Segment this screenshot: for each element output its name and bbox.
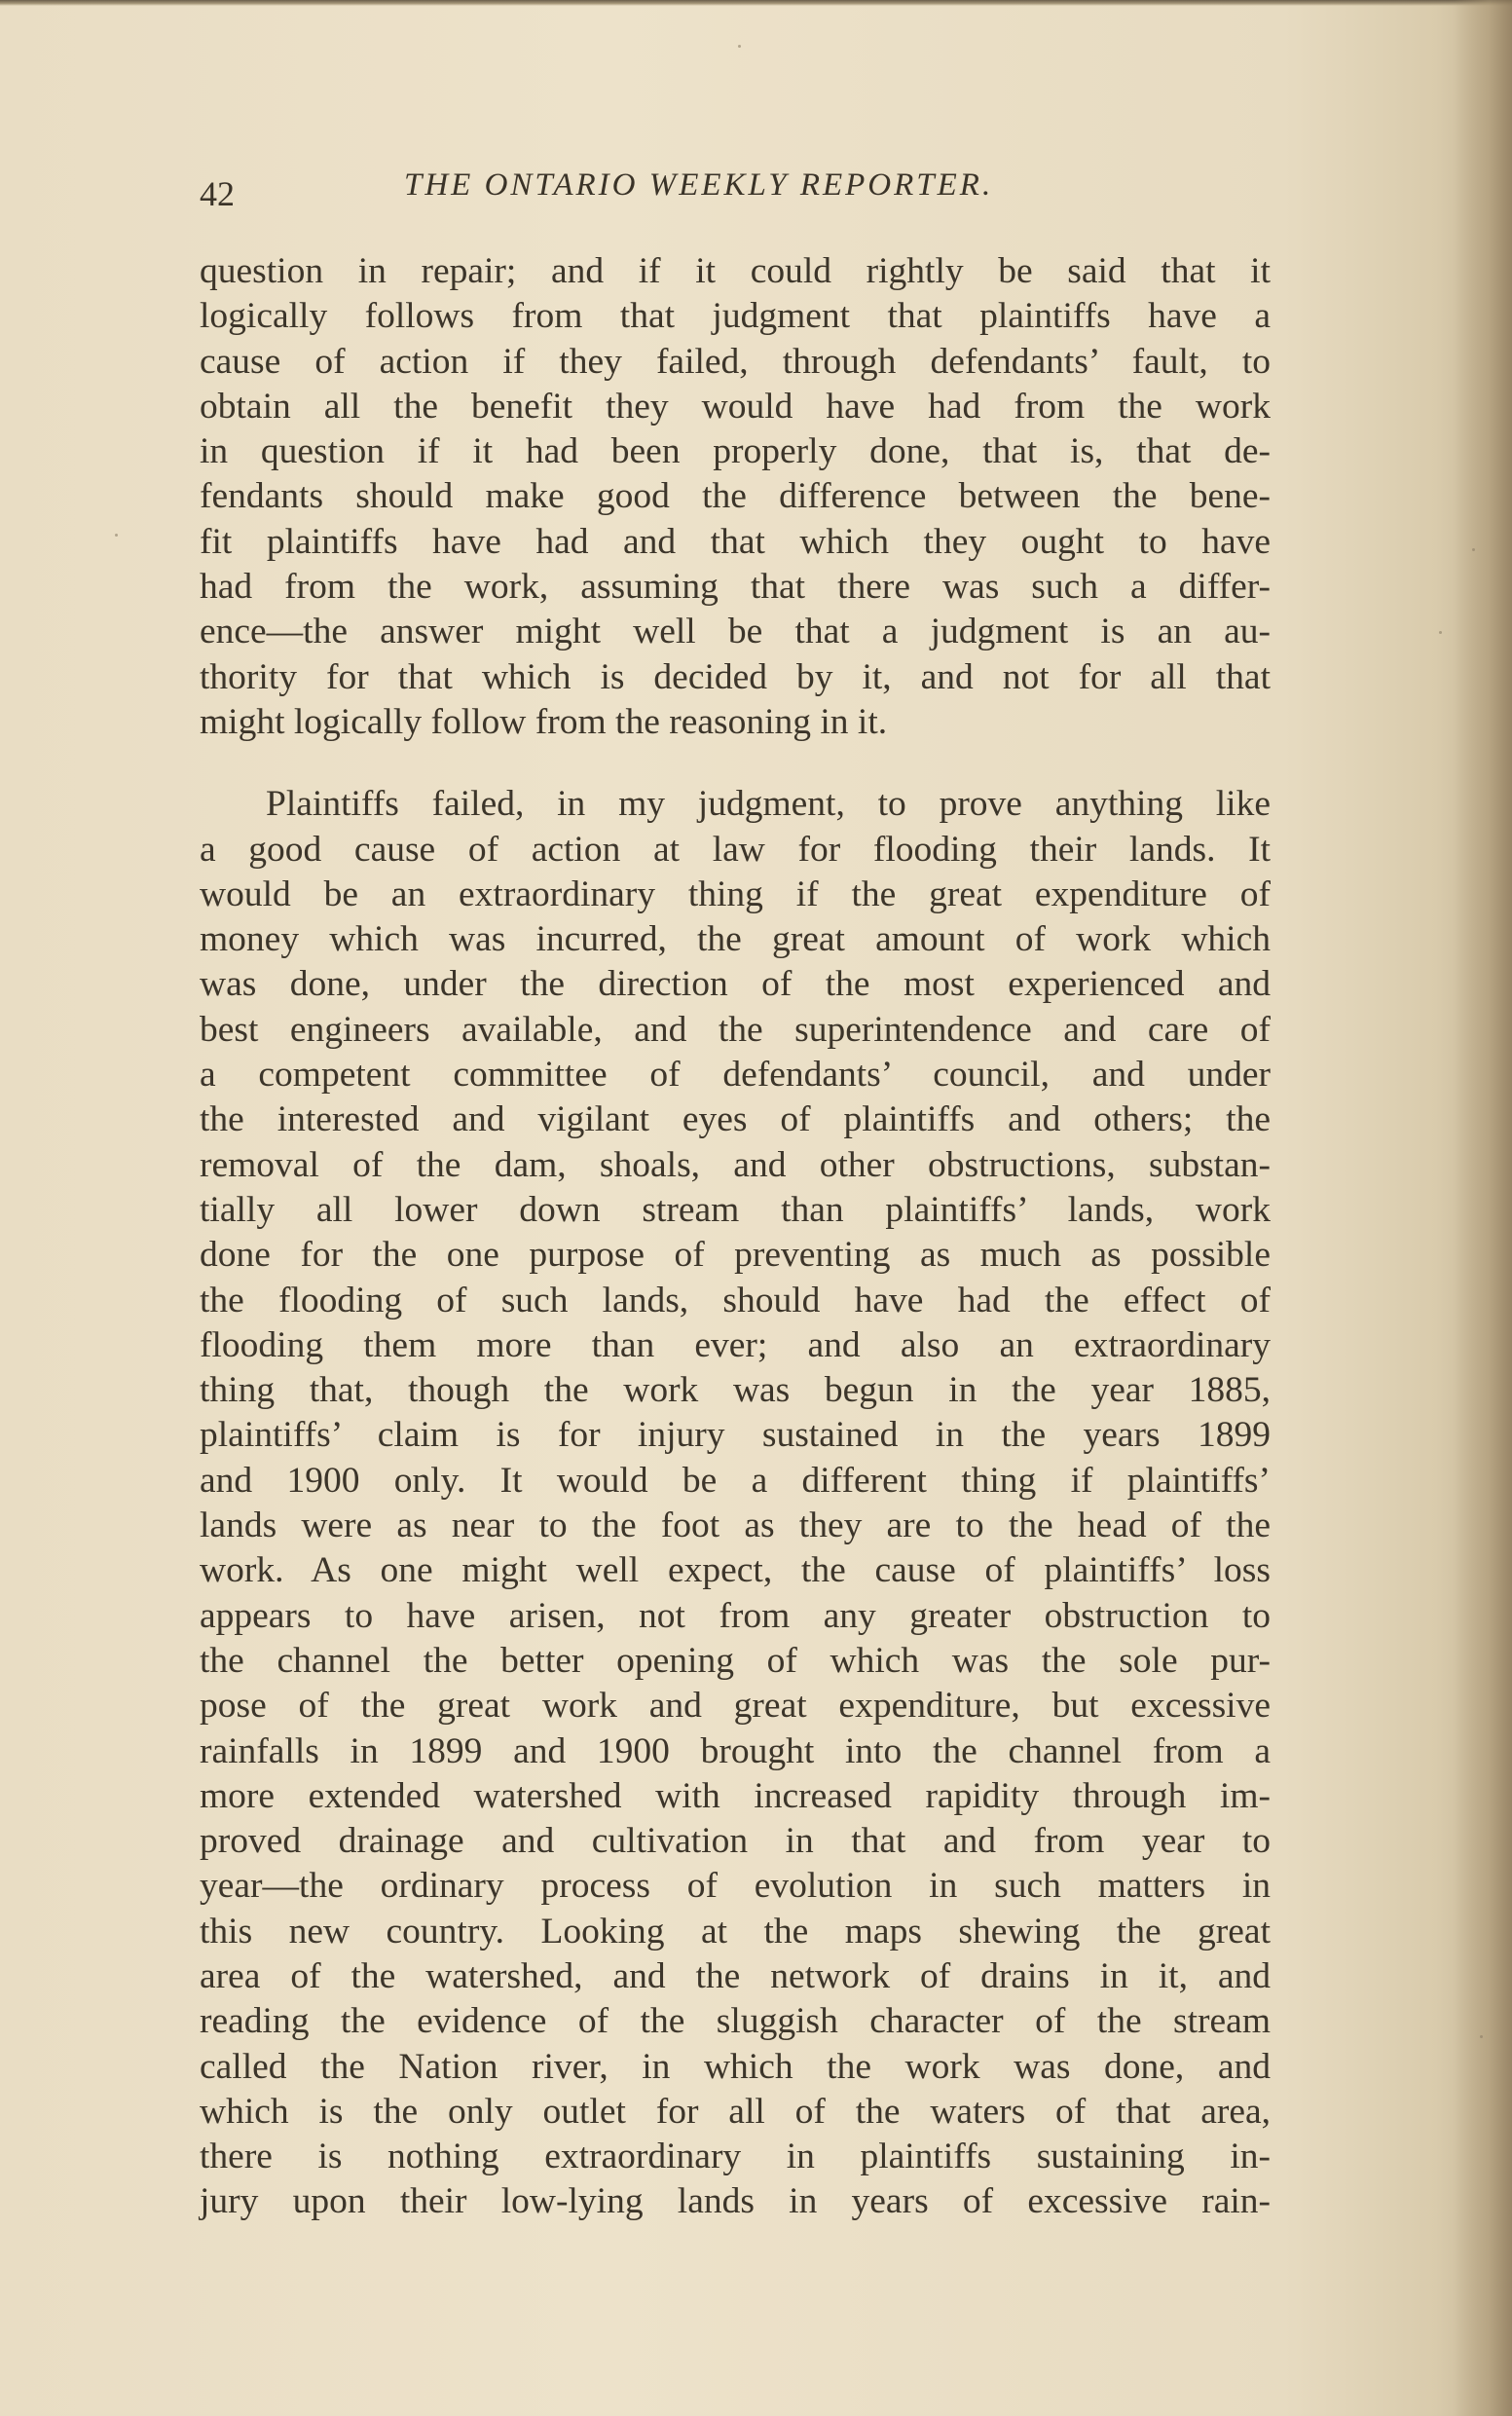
paper-speck (1472, 548, 1475, 551)
page-binding-shadow (1454, 0, 1512, 2416)
text-line: and 1900 only. It would be a different thing if plaintiffs’ (200, 1460, 1271, 1501)
text-line: had from the work, assuming that there was such a differ- (200, 567, 1271, 608)
text-line: done for the one purpose of preventing as much as possible (200, 1235, 1271, 1276)
text-line: the channel the better opening of which was the sole pur- (200, 1640, 1271, 1681)
running-title: THE ONTARIO WEEKLY REPORTER. (404, 167, 994, 203)
text-line: tially all lower down stream than plaintiffs’ lands, work (200, 1189, 1271, 1230)
text-line: thing that, though the work was begun in the year 1885, (200, 1370, 1271, 1411)
text-line: work. As one might well expect, the cause of plaintiffs’ loss (200, 1550, 1271, 1591)
text-line: was done, under the direction of the most experienced and (200, 964, 1271, 1005)
page-top-edge (0, 0, 1512, 6)
paragraph-2 (200, 782, 1271, 2225)
text-line: appears to have arisen, not from any greater obstruction to (200, 1595, 1271, 1636)
text-line: year—the ordinary process of evolution in such matters in (200, 1866, 1271, 1907)
text-line: fit plaintiffs have had and that which they ought to have (200, 521, 1271, 562)
text-line: Plaintiffs failed, in my judgment, to prove anything like (266, 784, 1271, 825)
text-line: more extended watershed with increased rapidity through im- (200, 1775, 1271, 1816)
page-number: 42 (200, 174, 235, 213)
text-line: ence—the answer might well be that a judgment is an au- (200, 612, 1271, 652)
text-line: flooding them more than ever; and also an extraordinary (200, 1324, 1271, 1365)
text-line: might logically follow from the reasoning in it. (200, 701, 888, 742)
paper-speck (738, 45, 741, 48)
text-line: thority for that which is decided by it, and not for all that (200, 656, 1271, 697)
paper-speck (1480, 2035, 1483, 2038)
text-line: cause of action if they failed, through defendants’ fault, to (200, 341, 1271, 382)
text-line: plaintiffs’ claim is for injury sustained in the years 1899 (200, 1415, 1271, 1456)
text-line: area of the watershed, and the network of drains in it, and (200, 1955, 1271, 1996)
text-line: logically follows from that judgment that plaintiffs have a (200, 296, 1271, 337)
text-line: this new country. Looking at the maps shewing the great (200, 1911, 1271, 1951)
text-line: the flooding of such lands, should have had the effect of (200, 1280, 1271, 1320)
text-line: a competent committee of defendants’ council, and under (200, 1055, 1271, 1096)
text-line: in question if it had been properly done, that is, that de- (200, 431, 1271, 472)
paper-speck (115, 534, 118, 537)
text-line: proved drainage and cultivation in that and from year to (200, 1821, 1271, 1862)
text-line: which is the only outlet for all of the waters of that area, (200, 2091, 1271, 2132)
body-text (200, 249, 1271, 2225)
text-line: money which was incurred, the great amount of work which (200, 919, 1271, 960)
paragraph-1 (200, 249, 1271, 745)
text-line: pose of the great work and great expenditure, but excessive (200, 1686, 1271, 1727)
text-line: jury upon their low-lying lands in years of excessive rain- (200, 2181, 1271, 2222)
text-line: question in repair; and if it could rightly be said that it (200, 251, 1271, 291)
text-line: lands were as near to the foot as they are to the head of the (200, 1505, 1271, 1546)
text-line: called the Nation river, in which the work was done, and (200, 2046, 1271, 2087)
text-line: reading the evidence of the sluggish character of the stream (200, 2001, 1271, 2042)
text-line: removal of the dam, shoals, and other obstructions, substan- (200, 1144, 1271, 1185)
page-header (200, 166, 1271, 224)
text-line: the interested and vigilant eyes of plaintiffs and others; the (200, 1099, 1271, 1140)
text-line: rainfalls in 1899 and 1900 brought into the channel from a (200, 1730, 1271, 1771)
text-line: obtain all the benefit they would have had from the work (200, 386, 1271, 427)
text-line: fendants should make good the difference between the bene- (200, 476, 1271, 517)
paper-speck (1439, 631, 1442, 634)
text-line: there is nothing extraordinary in plaintiffs sustaining in- (200, 2137, 1271, 2177)
text-line: best engineers available, and the superintendence and care of (200, 1009, 1271, 1050)
text-line: would be an extraordinary thing if the great expenditure of (200, 873, 1271, 914)
text-line: a good cause of action at law for flooding their lands. It (200, 829, 1271, 870)
